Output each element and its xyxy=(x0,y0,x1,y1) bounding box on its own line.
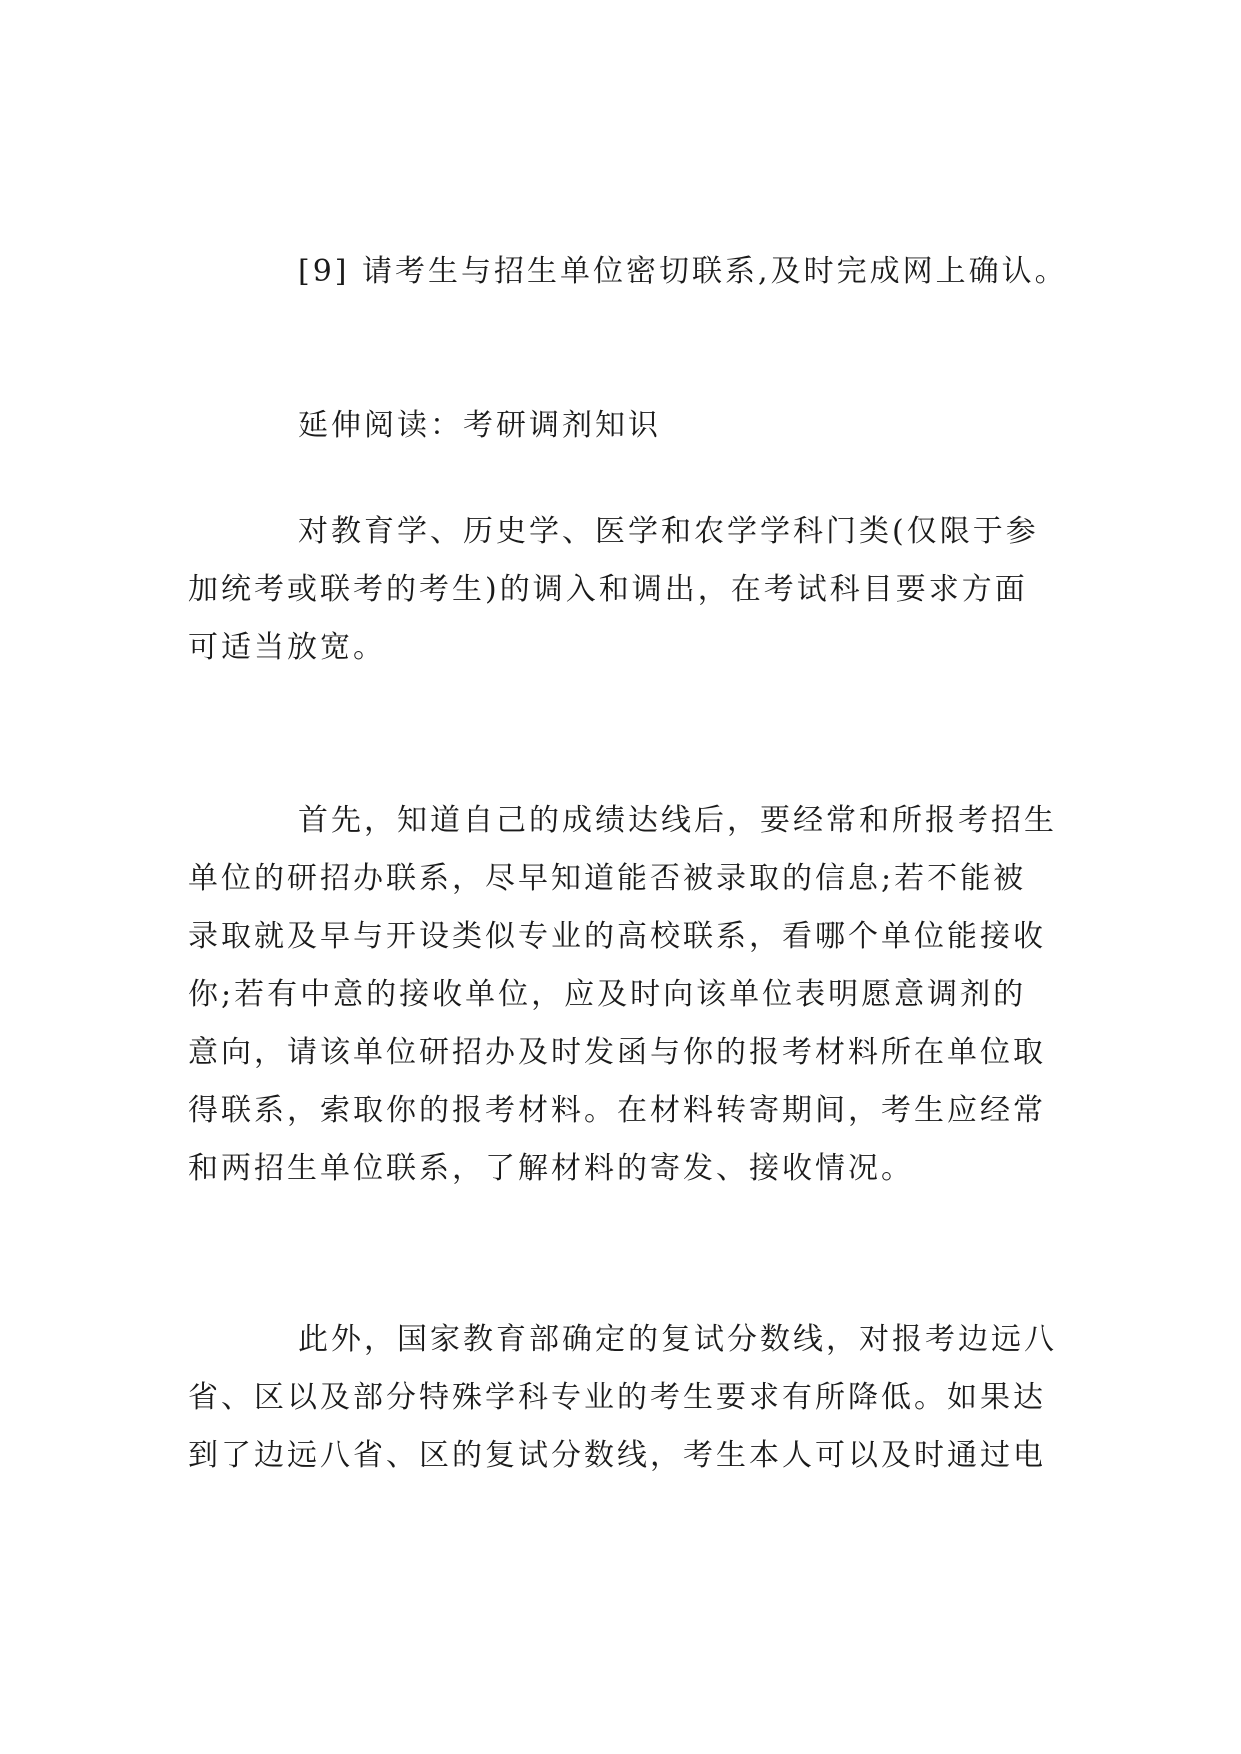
paragraph-3 xyxy=(188,1311,1057,1485)
paragraph-line: 可适当放宽。 xyxy=(188,630,386,665)
paragraph-line: 你;若有中意的接收单位，应及时向该单位表明愿意调剂的 xyxy=(188,977,1027,1012)
paragraph-line: 对教育学、历史学、医学和农学学科门类(仅限于参 xyxy=(298,514,1039,549)
paragraph-line: 加统考或联考的考生)的调入和调出，在考试科目要求方面 xyxy=(188,572,1028,607)
paragraph-line: 首先，知道自己的成绩达线后，要经常和所报考招生 xyxy=(298,803,1057,838)
note-item-9: [9] 请考生与招生单位密切联系,及时完成网上确认。 xyxy=(298,254,1068,289)
paragraph-line: 得联系，索取你的报考材料。在材料转寄期间，考生应经常 xyxy=(188,1093,1046,1128)
paragraph-line: 单位的研招办联系，尽早知道能否被录取的信息;若不能被 xyxy=(188,861,1027,896)
paragraph-line: 意向，请该单位研招办及时发函与你的报考材料所在单位取 xyxy=(188,1035,1046,1070)
paragraph-line: 省、区以及部分特殊学科专业的考生要求有所降低。如果达 xyxy=(188,1380,1046,1415)
paragraph-1 xyxy=(188,503,1048,677)
paragraph-line: 和两招生单位联系，了解材料的寄发、接收情况。 xyxy=(188,1151,914,1186)
paragraph-line: 录取就及早与开设类似专业的高校联系，看哪个单位能接收 xyxy=(188,919,1046,954)
paragraph-line: 到了边远八省、区的复试分数线，考生本人可以及时通过电 xyxy=(188,1438,1046,1473)
section-heading: 延伸阅读：考研调剂知识 xyxy=(298,408,661,443)
paragraph-2 xyxy=(188,792,1057,1198)
paragraph-line: 此外，国家教育部确定的复试分数线，对报考边远八 xyxy=(298,1322,1057,1357)
